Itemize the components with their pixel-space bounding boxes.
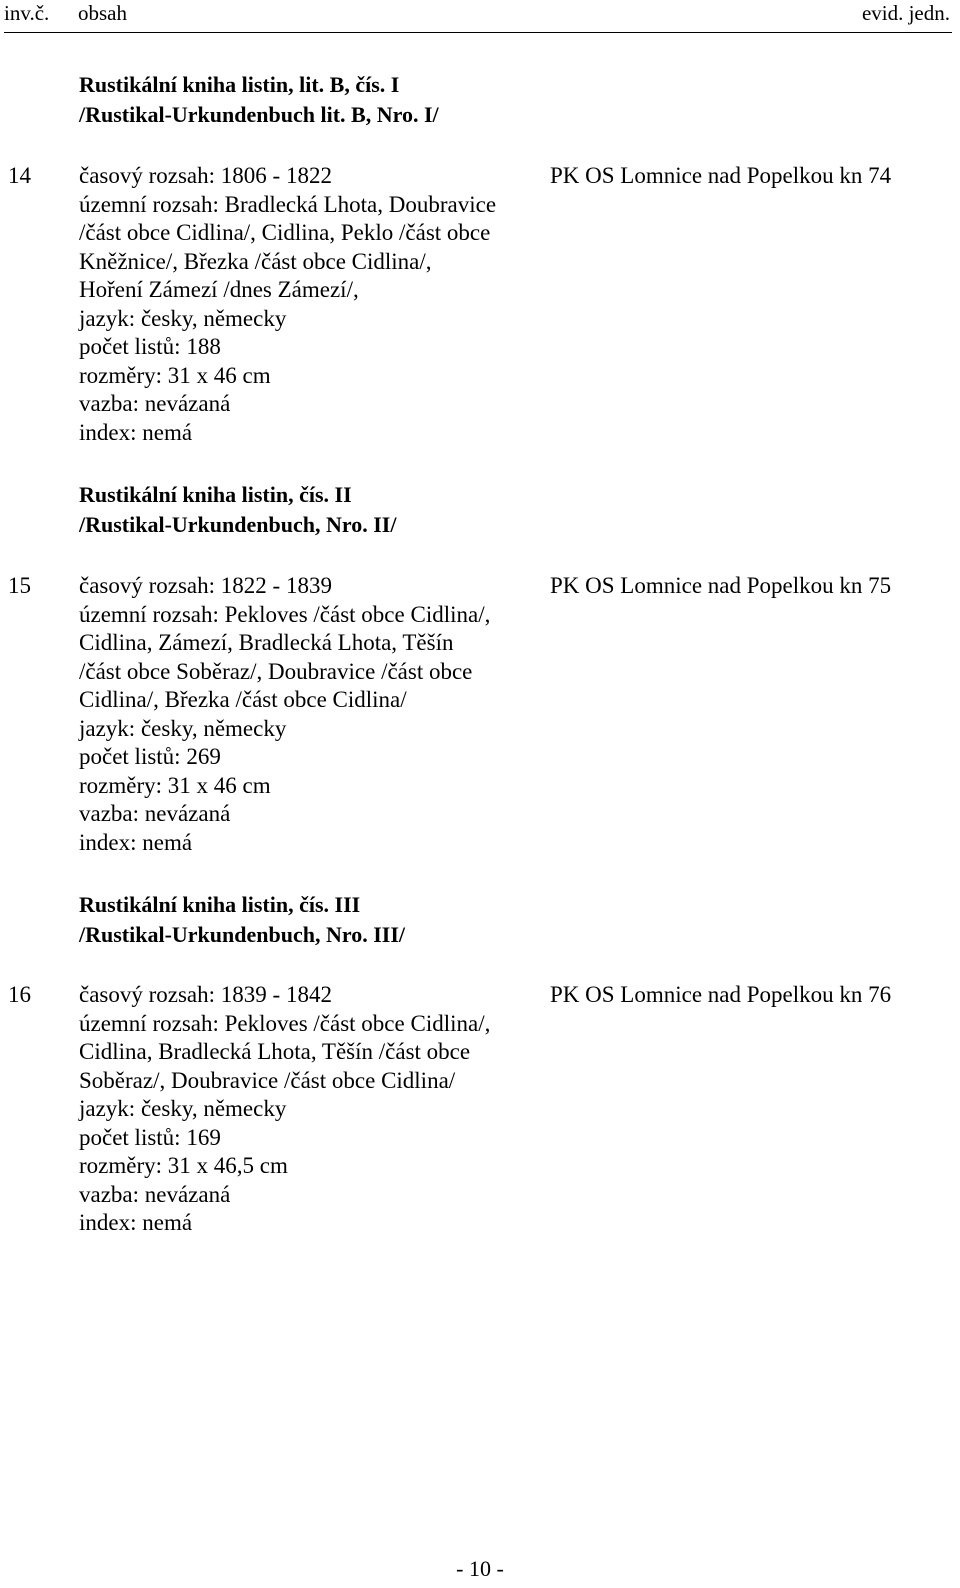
entry-line: /část obce Soběraz/, Doubravice /část obce — [79, 658, 473, 684]
entry-description — [79, 981, 549, 1238]
entry-line: vazba: nevázaná — [79, 801, 231, 826]
entry-line: rozměry: 31 x 46 cm — [79, 772, 271, 798]
section-title — [79, 890, 405, 950]
section-title-line: Rustikální kniha listin, čís. II — [79, 482, 352, 507]
entry-line: územní rozsah: Pekloves /část obce Cidlina/, — [79, 601, 491, 627]
entry-line: jazyk: česky, německy — [79, 1096, 287, 1121]
entry-line: Cidlina, Zámezí, Bradlecká Lhota, Těšín — [79, 630, 454, 655]
page-number: - 10 - — [456, 1556, 504, 1581]
entry-number: 15 — [8, 573, 31, 598]
entry-line: index: nemá — [79, 1210, 193, 1235]
entry-description — [79, 162, 549, 447]
entry-line: Kněžnice/, Březka /část obce Cidlina/, — [79, 248, 432, 274]
entry-line: počet listů: 169 — [79, 1124, 221, 1150]
entry-line: index: nemá — [79, 419, 193, 445]
obsah-column-label: obsah — [78, 1, 127, 25]
entry-line: Cidlina/, Březka /část obce Cidlina/ — [79, 687, 407, 712]
entry-line: časový rozsah: 1806 - 1822 — [79, 163, 332, 188]
section-title — [79, 70, 439, 130]
entry-description — [79, 572, 549, 857]
entry-line: vazba: nevázaná — [79, 1181, 231, 1207]
entry-number: 16 — [8, 982, 31, 1007]
entry-line: územní rozsah: Bradlecká Lhota, Doubravice — [79, 191, 497, 217]
entry-signature: PK OS Lomnice nad Popelkou kn 76 — [550, 982, 892, 1007]
inv-c-column-label: inv.č. — [4, 1, 50, 25]
section-title-line: /Rustikal-Urkundenbuch lit. B, Nro. I/ — [79, 102, 439, 127]
evid-jedn-column-label: evid. jedn. — [861, 1, 950, 25]
section-title — [79, 480, 396, 540]
section-title-line: Rustikální kniha listin, lit. B, čís. I — [79, 72, 400, 97]
entry-signature: PK OS Lomnice nad Popelkou kn 75 — [550, 573, 892, 598]
entry-line: územní rozsah: Pekloves /část obce Cidlina/, — [79, 1010, 491, 1036]
entry-line: Cidlina, Bradlecká Lhota, Těšín /část obce — [79, 1039, 471, 1064]
entry-line: Hoření Zámezí /dnes Zámezí/, — [79, 277, 359, 302]
entry-line: /část obce Cidlina/, Cidlina, Peklo /část obce — [79, 220, 491, 245]
entry-line: index: nemá — [79, 829, 193, 855]
section-title-line: /Rustikal-Urkundenbuch, Nro. III/ — [79, 922, 406, 947]
entry-line: rozměry: 31 x 46 cm — [79, 362, 271, 388]
entry-line: Soběraz/, Doubravice /část obce Cidlina/ — [79, 1067, 456, 1093]
header-divider — [4, 32, 952, 33]
entry-line: časový rozsah: 1839 - 1842 — [79, 982, 332, 1007]
entry-signature: PK OS Lomnice nad Popelkou kn 74 — [550, 163, 892, 188]
entry-line: vazba: nevázaná — [79, 391, 231, 416]
entry-line: jazyk: česky, německy — [79, 305, 287, 331]
entry-number: 14 — [8, 163, 31, 188]
section-title-line: Rustikální kniha listin, čís. III — [79, 892, 361, 917]
column-header — [0, 0, 960, 34]
entry-line: rozměry: 31 x 46,5 cm — [79, 1153, 288, 1178]
entry-line: časový rozsah: 1822 - 1839 — [79, 573, 332, 598]
entry-line: počet listů: 269 — [79, 744, 221, 769]
entry-line: jazyk: česky, německy — [79, 715, 287, 741]
entry-line: počet listů: 188 — [79, 334, 221, 359]
section-title-line: /Rustikal-Urkundenbuch, Nro. II/ — [79, 512, 397, 537]
